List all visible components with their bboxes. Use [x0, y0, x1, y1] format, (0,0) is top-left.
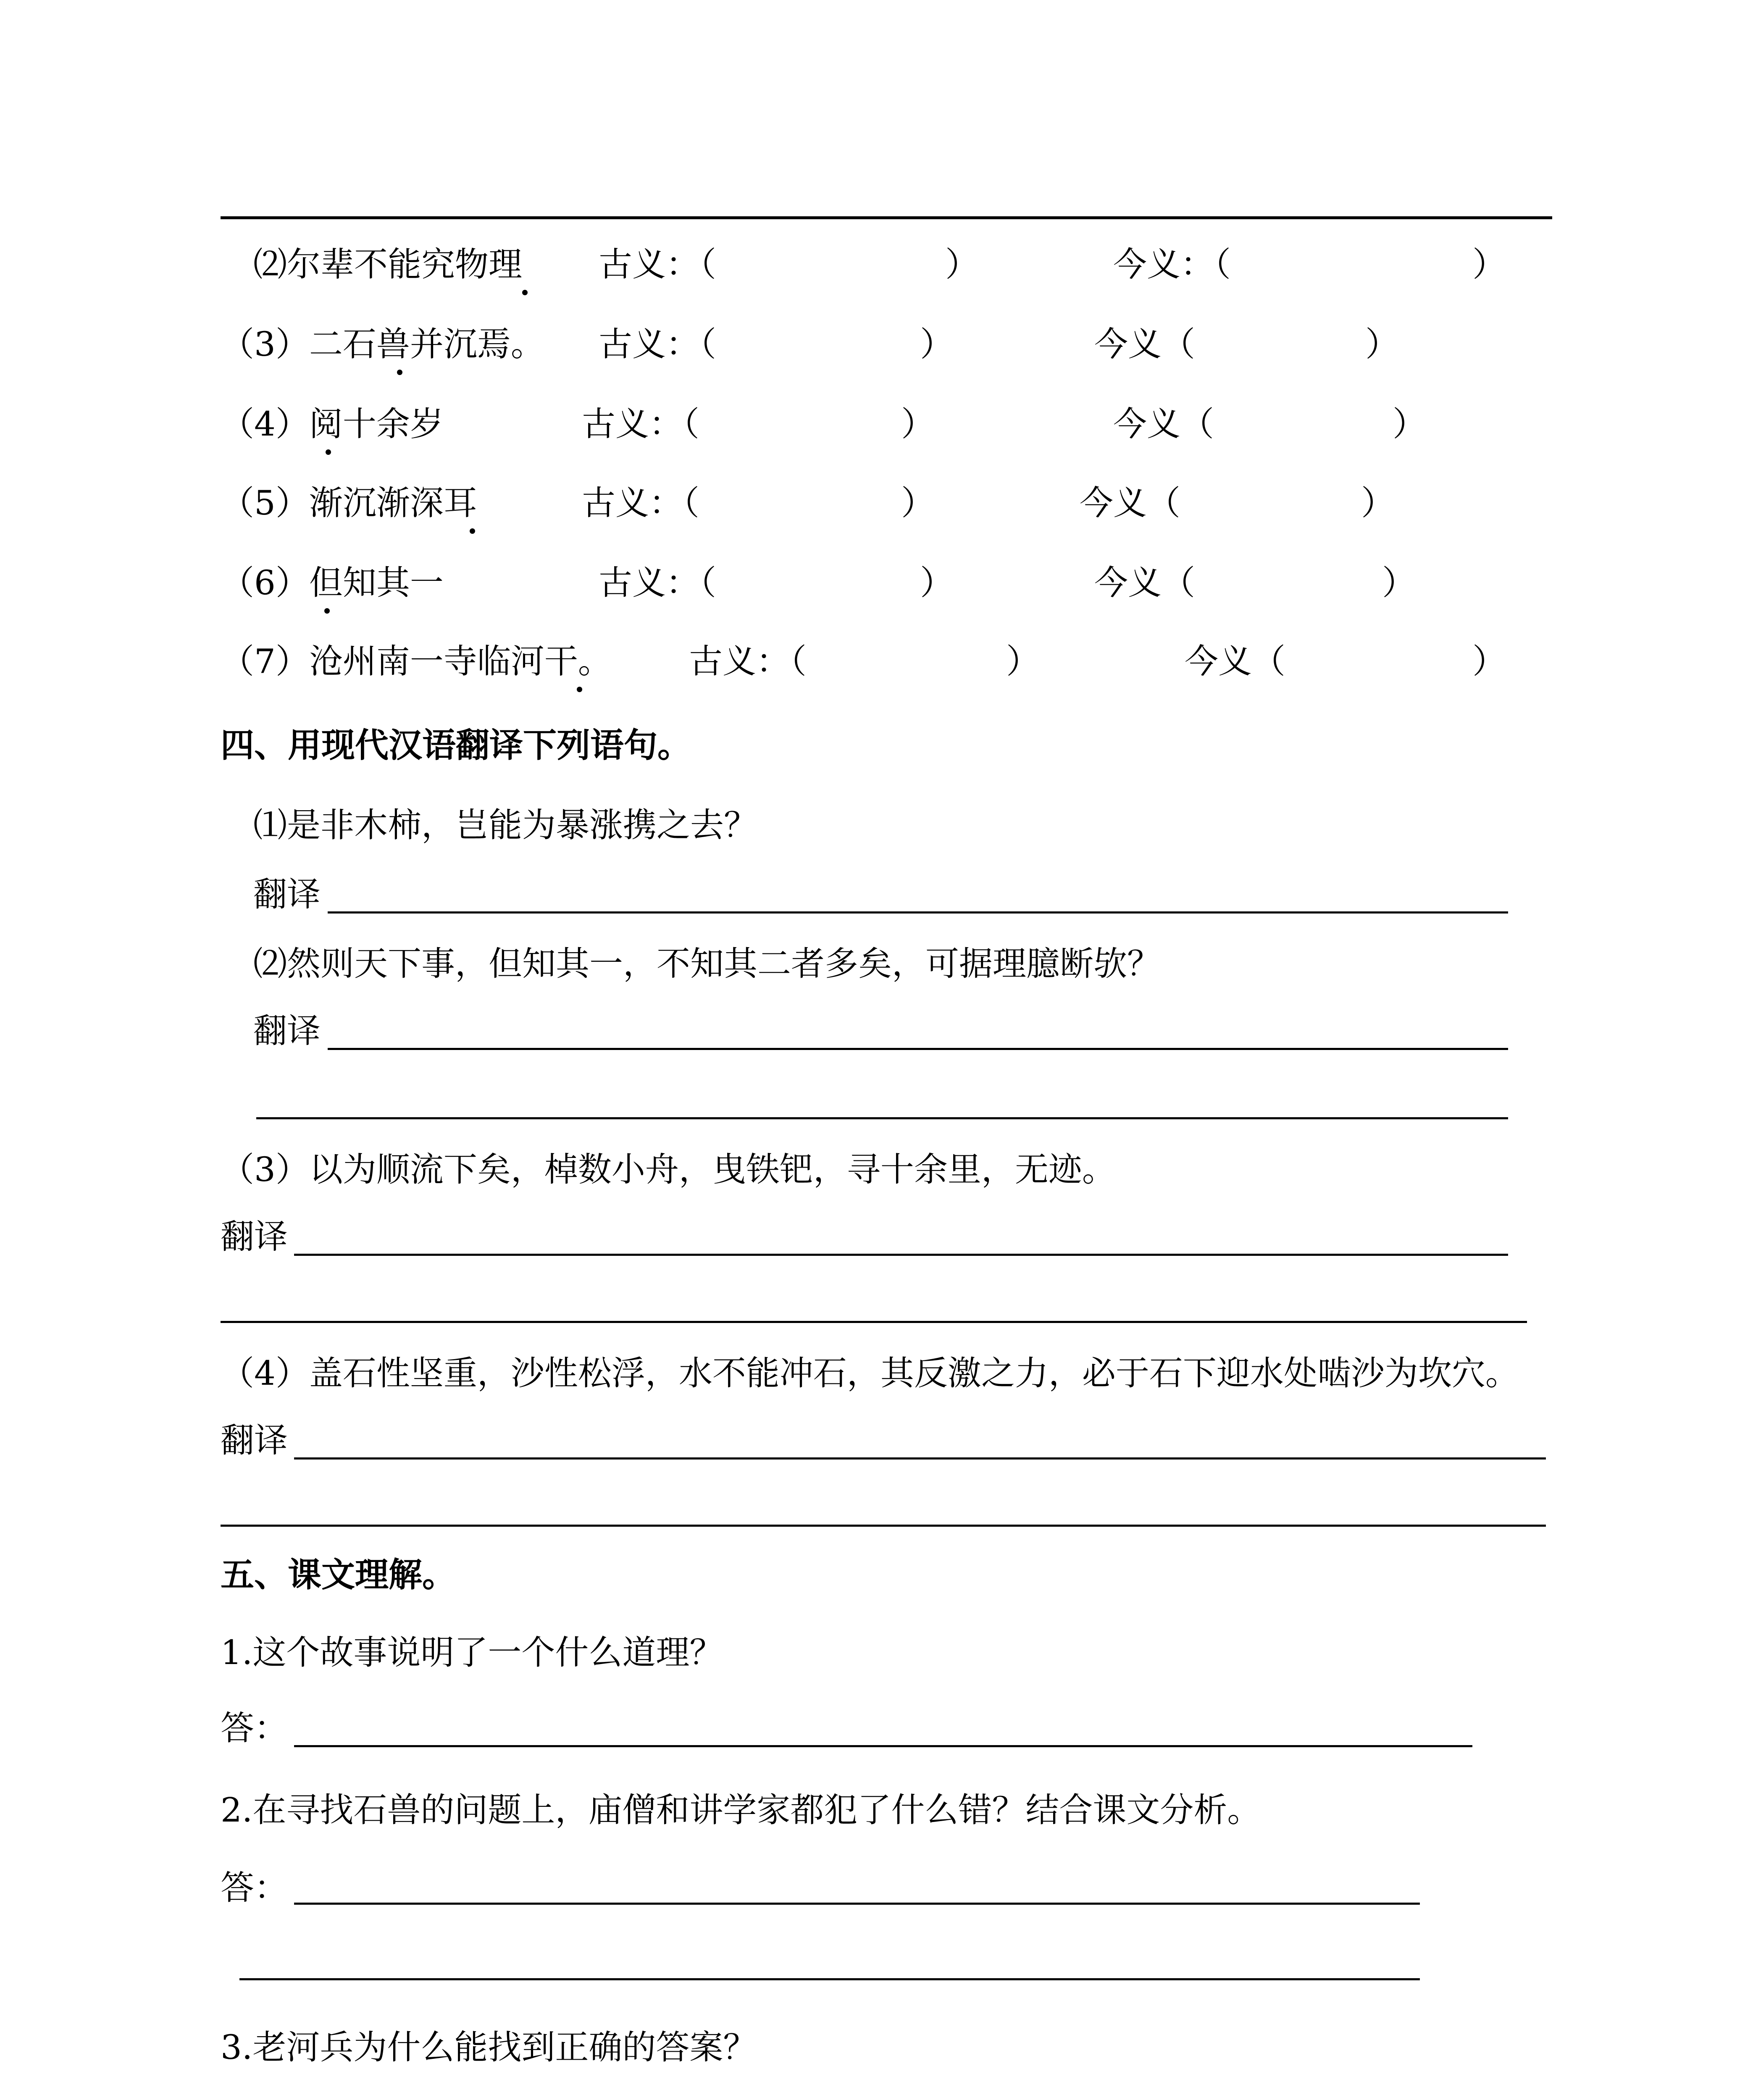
modern-meaning-close: ）: [1382, 563, 1416, 602]
ancient-meaning-label: 古义：（: [599, 245, 716, 284]
translate-label: 翻译: [253, 875, 321, 914]
translate-label: 翻译: [253, 1011, 321, 1050]
word-item-text: （5）渐沉渐深耳: [221, 483, 477, 522]
translate-sentence: （3）以为顺流下矣，棹数小舟，曳铁钯，寻十余里，无迹。: [221, 1150, 1116, 1189]
ancient-meaning-close: ）: [1006, 642, 1040, 681]
answer-line[interactable]: [221, 1525, 1546, 1527]
section-heading-comprehension: 五、课文理解。: [221, 1555, 456, 1594]
modern-meaning-label: 今义：（: [1113, 245, 1231, 284]
answer-line[interactable]: [328, 911, 1508, 914]
modern-meaning-label: 今义（: [1080, 483, 1180, 522]
word-item-text: （7）沧州南一寺临河干。: [221, 642, 612, 681]
ancient-meaning-close: ）: [901, 483, 935, 522]
answer-line[interactable]: [239, 1978, 1420, 1980]
modern-meaning-close: ）: [1472, 642, 1506, 681]
emphasis-dot: [577, 687, 582, 692]
modern-meaning-label: 今义（: [1113, 404, 1214, 444]
question-text: 2.在寻找石兽的问题上，庙僧和讲学家都犯了什么错？结合课文分析。: [221, 1790, 1261, 1830]
emphasis-dot: [326, 449, 331, 455]
ancient-meaning-close: ）: [920, 325, 954, 364]
translate-label: 翻译: [221, 1421, 288, 1460]
ancient-meaning-label: 古义：（: [599, 325, 716, 364]
answer-line[interactable]: [294, 1254, 1508, 1256]
translate-sentence: （4）盖石性坚重，沙性松浮，水不能冲石，其反激之力，必于石下迎水处啮沙为坎穴。: [221, 1354, 1519, 1393]
ancient-meaning-label: 古义：（: [582, 483, 699, 522]
ancient-meaning-close: ）: [945, 245, 979, 284]
translate-sentence: ⑴是非木柿，岂能为暴涨携之去？: [253, 806, 757, 845]
modern-meaning-close: ）: [1393, 404, 1426, 444]
word-item-text: （4）阅十余岁: [221, 404, 444, 444]
emphasis-dot: [522, 290, 528, 295]
answer-line[interactable]: [328, 1048, 1508, 1050]
translate-label: 翻译: [221, 1217, 288, 1256]
answer-line[interactable]: [256, 1117, 1508, 1119]
ancient-meaning-label: 古义：（: [582, 404, 699, 444]
modern-meaning-label: 今义（: [1094, 563, 1195, 602]
word-item-text: （3）二石兽并沉焉。: [221, 325, 544, 364]
answer-label: 答：: [221, 1868, 288, 1907]
modern-meaning-close: ）: [1361, 483, 1395, 522]
translate-sentence: ⑵然则天下事，但知其一，不知其二者多矣，可据理臆断欤？: [253, 944, 1161, 983]
top-rule: [221, 216, 1552, 219]
modern-meaning-close: ）: [1472, 245, 1506, 284]
answer-line[interactable]: [221, 1321, 1527, 1323]
ancient-meaning-label: 古义：（: [599, 563, 716, 602]
answer-line[interactable]: [294, 1457, 1546, 1460]
modern-meaning-close: ）: [1365, 325, 1399, 364]
answer-line[interactable]: [294, 1745, 1472, 1747]
answer-label: 答：: [221, 1709, 288, 1748]
emphasis-dot: [397, 370, 402, 375]
section-heading-translate: 四、用现代汉语翻译下列语句。: [221, 726, 691, 765]
modern-meaning-label: 今义（: [1185, 642, 1285, 681]
ancient-meaning-label: 古义：（: [689, 642, 807, 681]
answer-line[interactable]: [294, 1903, 1420, 1905]
emphasis-dot: [470, 528, 475, 534]
modern-meaning-label: 今义（: [1094, 325, 1195, 364]
question-text: 3.老河兵为什么能找到正确的答案？: [221, 2028, 757, 2067]
word-item-text: ⑵尔辈不能究物理: [253, 245, 522, 284]
ancient-meaning-close: ）: [901, 404, 935, 444]
word-item-text: （6）但知其一: [221, 563, 444, 602]
emphasis-dot: [324, 608, 330, 614]
question-text: 1.这个故事说明了一个什么道理？: [221, 1633, 723, 1672]
ancient-meaning-close: ）: [920, 563, 954, 602]
